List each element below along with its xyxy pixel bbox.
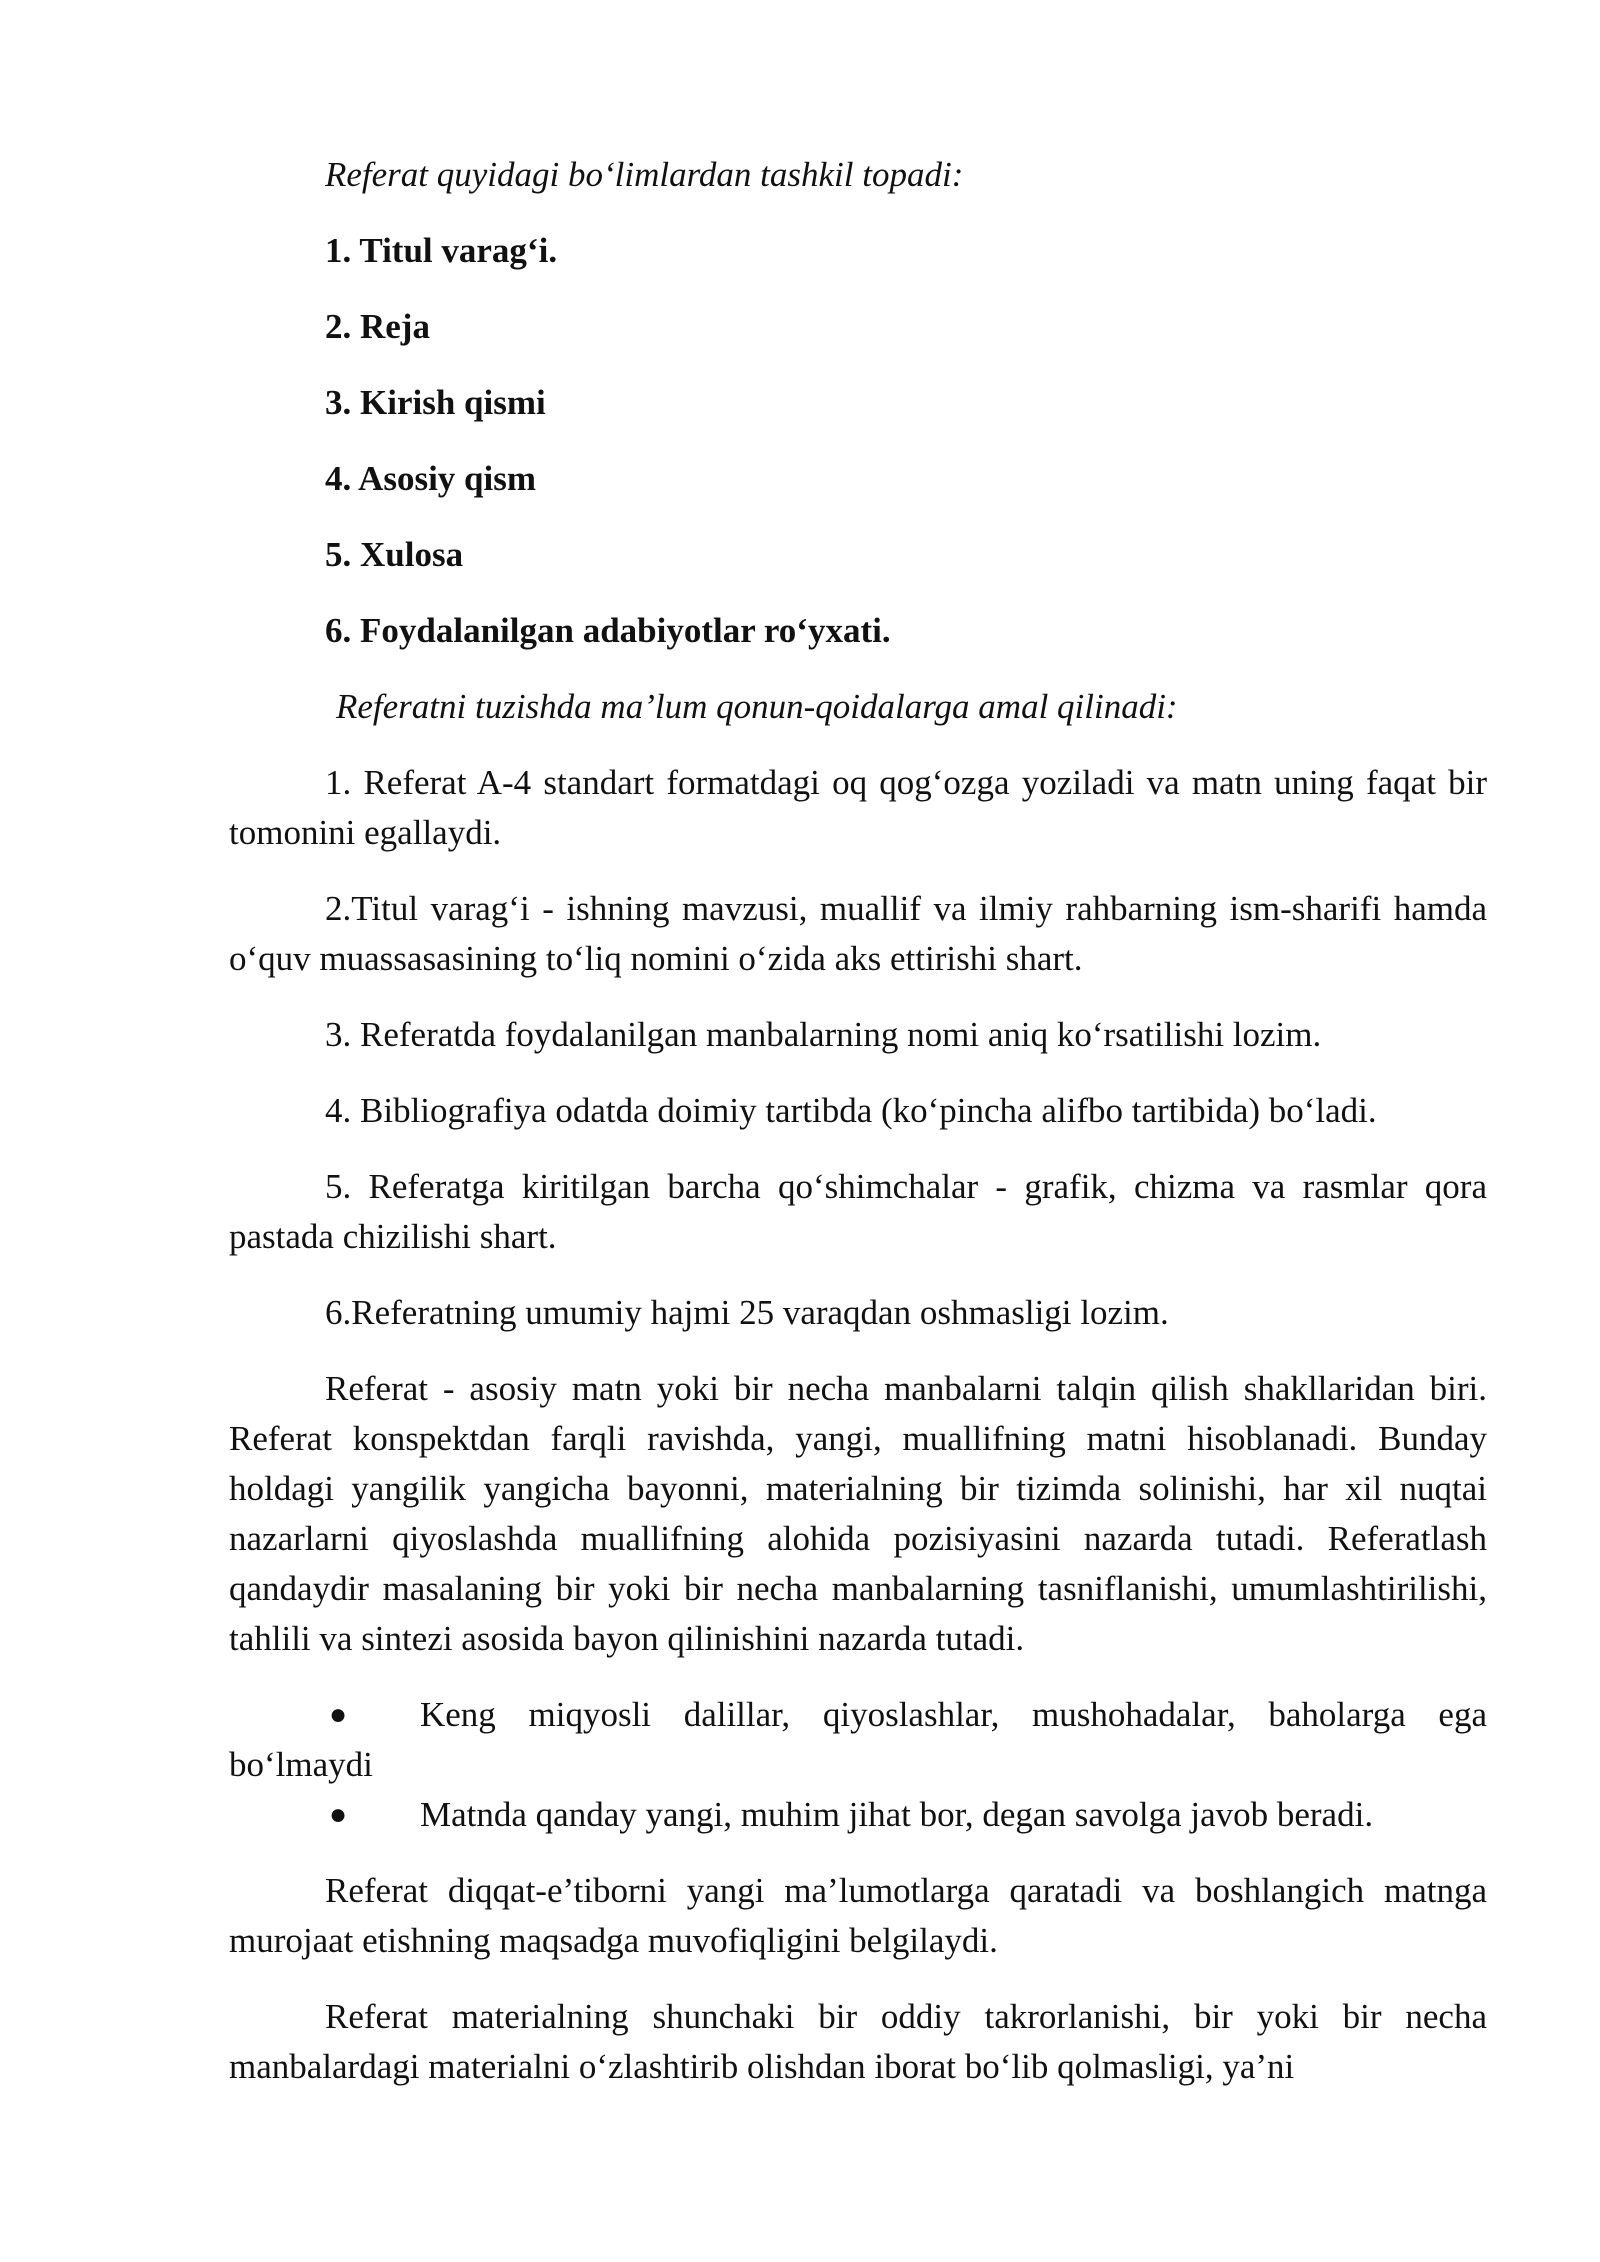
section-item-main-part: 4. Asosiy qism [325, 459, 537, 498]
bullet-text: Keng miqyosli dalillar, qiyoslashlar, mushohadalar, baholarga ega bo‘lmaydi [229, 1695, 1487, 1784]
rules-heading: Referatni tuzishda ma’lum qonun-qoidalarga amal qilinadi: [336, 687, 1178, 726]
material-paragraph: Referat materialning shunchaki bir oddiy takrorlanishi, bir yoki bir necha manbalardagi materialni o‘zlashtirib olishdan iborat bo‘lib qolmasligi, ya’ni [229, 1997, 1487, 2086]
bullet-dot-icon: ● [329, 1698, 348, 1731]
bullet-list [229, 1690, 1487, 1840]
document-page [229, 150, 1487, 2118]
section-item-plan: 2. Reja [325, 307, 430, 346]
rule-paragraph-3: 3. Referatda foydalanilgan manbalarning nomi aniq ko‘rsatilishi lozim. [325, 1015, 1322, 1054]
attention-paragraph: Referat diqqat-e’tiborni yangi ma’lumotlarga qaratadi va boshlangich matnga murojaat etishning maqsadga muvofiqligini belgilaydi. [229, 1871, 1487, 1960]
section-item-bibliography: 6. Foydalanilgan adabiyotlar ro‘yxati. [325, 611, 891, 650]
bullet-dot-icon: ● [329, 1798, 348, 1831]
bullet-list-item [229, 1790, 1487, 1840]
rule-paragraph-2: 2.Titul varag‘i - ishning mavzusi, muallif va ilmiy rahbarning ism-sharifi hamda o‘quv muassasasining to‘liq nomini o‘zida aks ettirishi shart. [229, 889, 1487, 978]
rule-paragraph-5: 5. Referatga kiritilgan barcha qo‘shimchalar - grafik, chizma va rasmlar qora pastada chizilishi shart. [229, 1167, 1487, 1256]
section-item-title-page: 1. Titul varag‘i. [325, 231, 558, 270]
bullet-list-item [229, 1690, 1487, 1790]
bullet-text: Matnda qanday yangi, muhim jihat bor, degan savolga javob beradi. [420, 1795, 1374, 1834]
rule-paragraph-4: 4. Bibliografiya odatda doimiy tartibda (ko‘pincha alifbo tartibida) bo‘ladi. [325, 1091, 1377, 1130]
rule-paragraph-1: 1. Referat A-4 standart formatdagi oq qog‘ozga yoziladi va matn uning faqat bir tomonini egallaydi. [229, 763, 1487, 852]
section-item-introduction: 3. Kirish qismi [325, 383, 546, 422]
section-item-conclusion: 5. Xulosa [325, 535, 464, 574]
rule-paragraph-6: 6.Referatning umumiy hajmi 25 varaqdan oshmasligi lozim. [325, 1293, 1169, 1332]
definition-paragraph: Referat - asosiy matn yoki bir necha manbalarni talqin qilish shakllaridan biri. Referat konspektdan farqli ravishda, yangi, muallifning matni hisoblanadi. Bunday holdagi yangilik yangicha bayonni, materialning bir tizimda solinishi, har xil nuqtai nazarlarni qiyoslashda muallifning alohida pozisiyasini nazarda tutadi. Referatlash qandaydir masalaning bir yoki bir necha manbalarning tasniflanishi, umumlashtirilishi, tahlili va sintezi asosida bayon qilinishini nazarda tutadi. [229, 1369, 1487, 1658]
sections-heading: Referat quyidagi bo‘limlardan tashkil topadi: [325, 155, 964, 194]
